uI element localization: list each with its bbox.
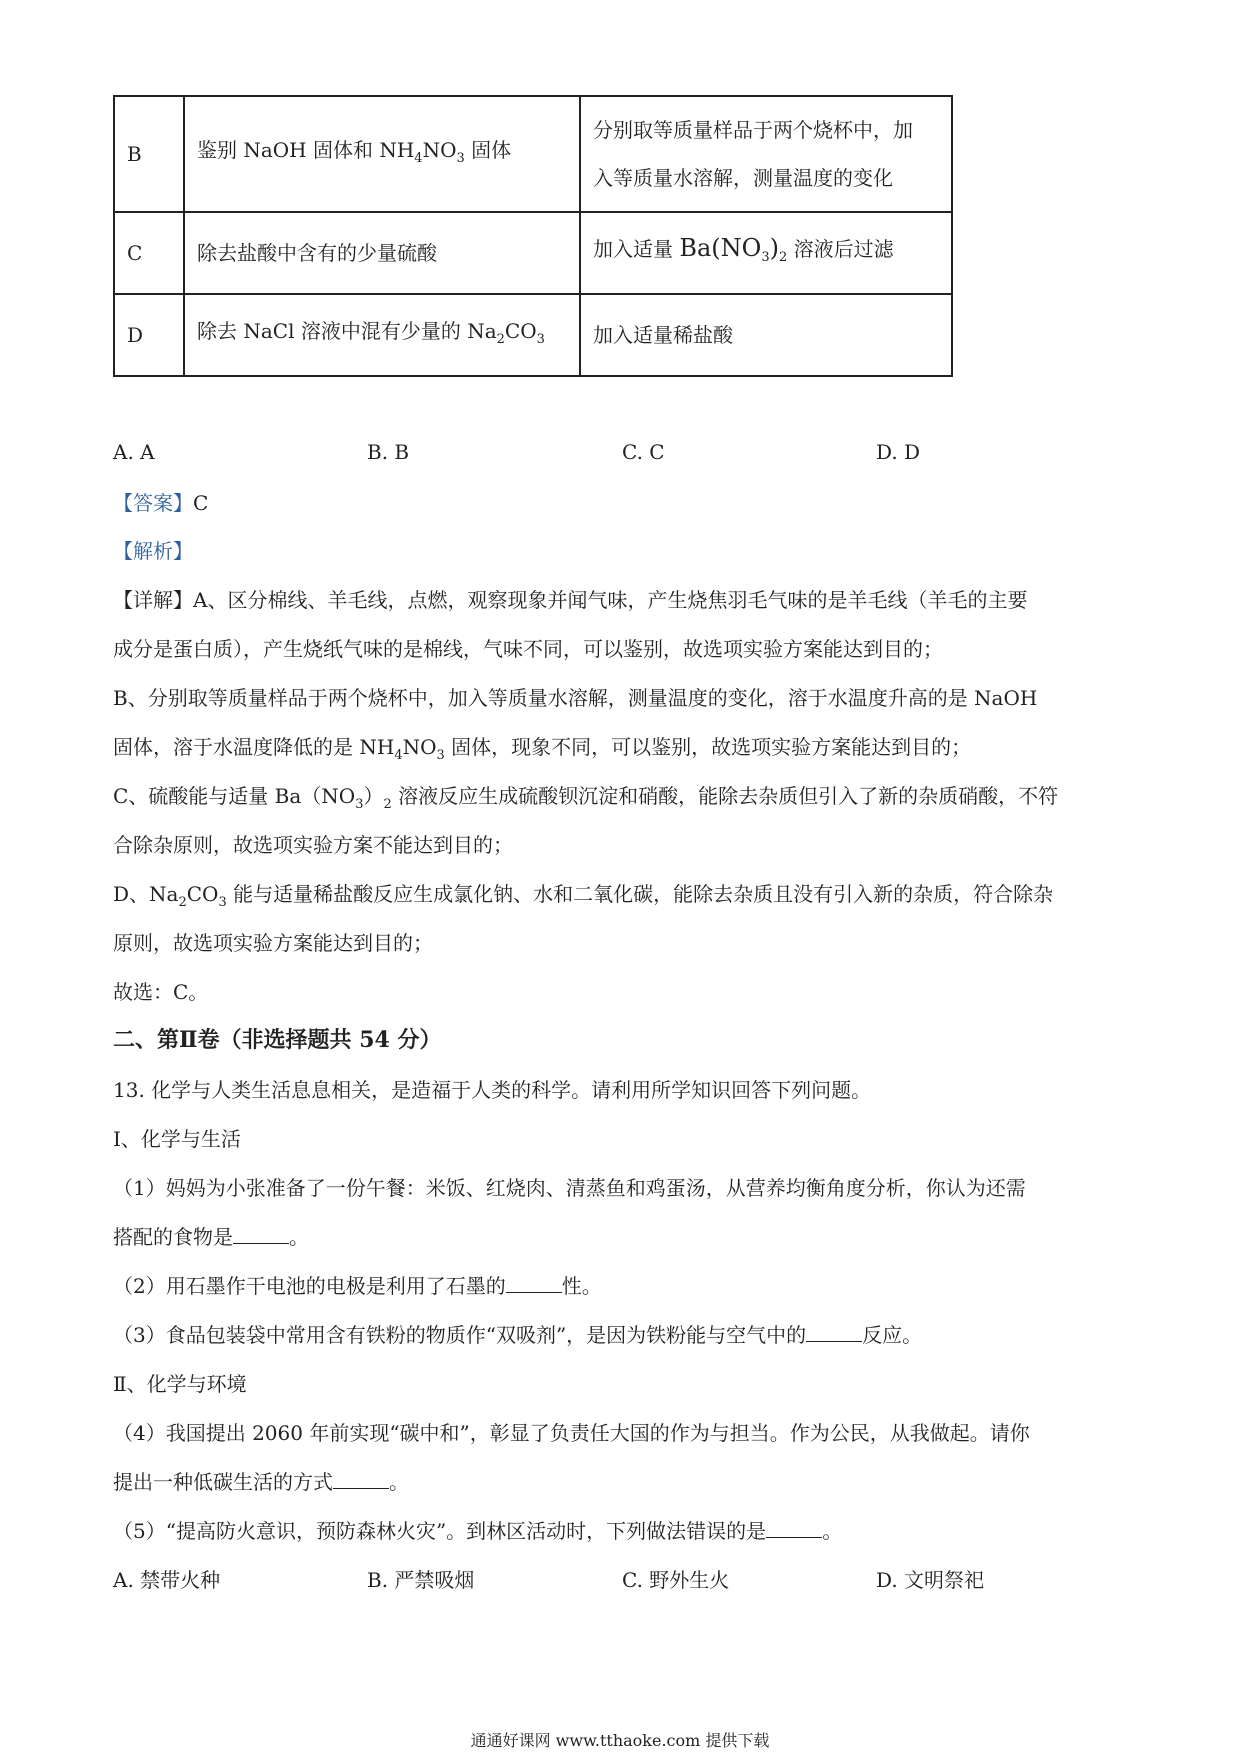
answer-line [113,487,208,516]
table-row [114,212,952,294]
row-purpose: 鉴别 NaOH 固体和 $NH_4NO_3$ 固体 [184,96,580,212]
choice-b: B. B [367,440,410,464]
answer-blank [806,1323,862,1342]
q13-choice-a: A. 禁带火种 [113,1568,221,1592]
detail-para-b1: B、分别取等质量样品于两个烧杯中，加入等质量水溶解，测量温度的变化，溶于水温度升高的是 NaOH [113,686,1038,710]
answer-blank [506,1274,562,1293]
q13-q2: （2）用石墨作干电池的电极是利用了石墨的 性。 [113,1274,602,1298]
q13-q4-line2: 提出一种低碳生活的方式 。 [113,1470,409,1494]
table-row [114,294,952,376]
q13-choice-c: C. 野外生火 [622,1568,730,1592]
detail-para-d1: D、$Na_2CO_3$ 能与适量稀盐酸反应生成氯化钠、水和二氧化碳，能除去杂质且没有引入新的杂质，符合除杂 [113,882,1054,910]
q13-stem: 13. 化学与人类生活息息相关，是造福于人类的科学。请利用所学知识回答下列问题。 [113,1078,872,1102]
answer-blank [766,1519,822,1538]
row-method: 加入适量稀盐酸 [580,294,952,376]
answer-blank [333,1470,389,1489]
row-label: D [114,294,184,376]
q13-choice-d: D. 文明祭祀 [876,1568,985,1592]
detail-conclusion: 故选：C。 [113,980,209,1004]
detail-para-a1: 【详解】A、区分棉线、羊毛线，点燃，观察现象并闻气味，产生烧焦羽毛气味的是羊毛线（羊毛的主要 [113,588,1028,612]
row-purpose: 除去 NaCl 溶液中混有少量的 $Na_2CO_3$ [184,294,580,376]
detail-para-c2: 合除杂原则，故选项实验方案不能达到目的； [113,833,513,857]
choice-d: D. D [876,440,921,464]
answer-value: C [193,491,209,515]
answer-label: 【答案】 [113,491,193,515]
detail-para-d2: 原则，故选项实验方案能达到目的； [113,931,433,955]
experiment-options-table [113,95,953,377]
q13-q1-line2: 搭配的食物是 。 [113,1225,309,1249]
q13-q1-line1: （1）妈妈为小张准备了一份午餐：米饭、红烧肉、清蒸鱼和鸡蛋汤，从营养均衡角度分析，你认为还需 [113,1176,1026,1200]
table-row [114,96,952,212]
row-label: C [114,212,184,294]
choice-a: A. A [113,440,155,464]
choice-c: C. C [622,440,665,464]
q13-q4-line1: （4）我国提出 2060 年前实现“碳中和”，彰显了负责任大国的作为与担当。作为公民，从我做起。请你 [113,1421,1030,1445]
page-footer: 通通好课网 www.tthaoke.com 提供下载 [470,1731,770,1750]
detail-para-c1: C、硫酸能与适量 $Ba(NO_3)_2$ 溶液反应生成硫酸钡沉淀和硝酸，能除去杂质但引入了新的杂质硝酸，不符 [113,784,1059,812]
answer-blank [233,1225,289,1244]
analysis-label: 【解析】 [113,539,193,563]
q13-q5: （5）“提高防火意识，预防森林火灾”。到林区活动时，下列做法错误的是 。 [113,1519,843,1543]
row-purpose: 除去盐酸中含有的少量硫酸 [184,212,580,294]
row-method: 加入适量 $Ba(NO_3)_2$ 溶液后过滤 [580,212,952,294]
q13-choice-b: B. 严禁吸烟 [367,1568,475,1592]
section-title: 二、第Ⅱ卷（非选择题共 54 分） [113,1027,442,1053]
detail-para-a2: 成分是蛋白质），产生烧纸气味的是棉线，气味不同，可以鉴别，故选项实验方案能达到目的； [113,637,943,661]
q13-part1: Ⅰ、化学与生活 [113,1127,241,1151]
row-method: 分别取等质量样品于两个烧杯中，加 入等质量水溶解，测量温度的变化 [580,96,952,212]
q13-q3: （3）食品包装袋中常用含有铁粉的物质作“双吸剂”，是因为铁粉能与空气中的 反应。 [113,1323,923,1347]
q13-part2: Ⅱ、化学与环境 [113,1372,247,1396]
detail-para-b2: 固体，溶于水温度降低的是 $NH_4NO_3$ 固体，现象不同，可以鉴别，故选项实验方案能达到目的； [113,735,972,763]
row-label: B [114,96,184,212]
